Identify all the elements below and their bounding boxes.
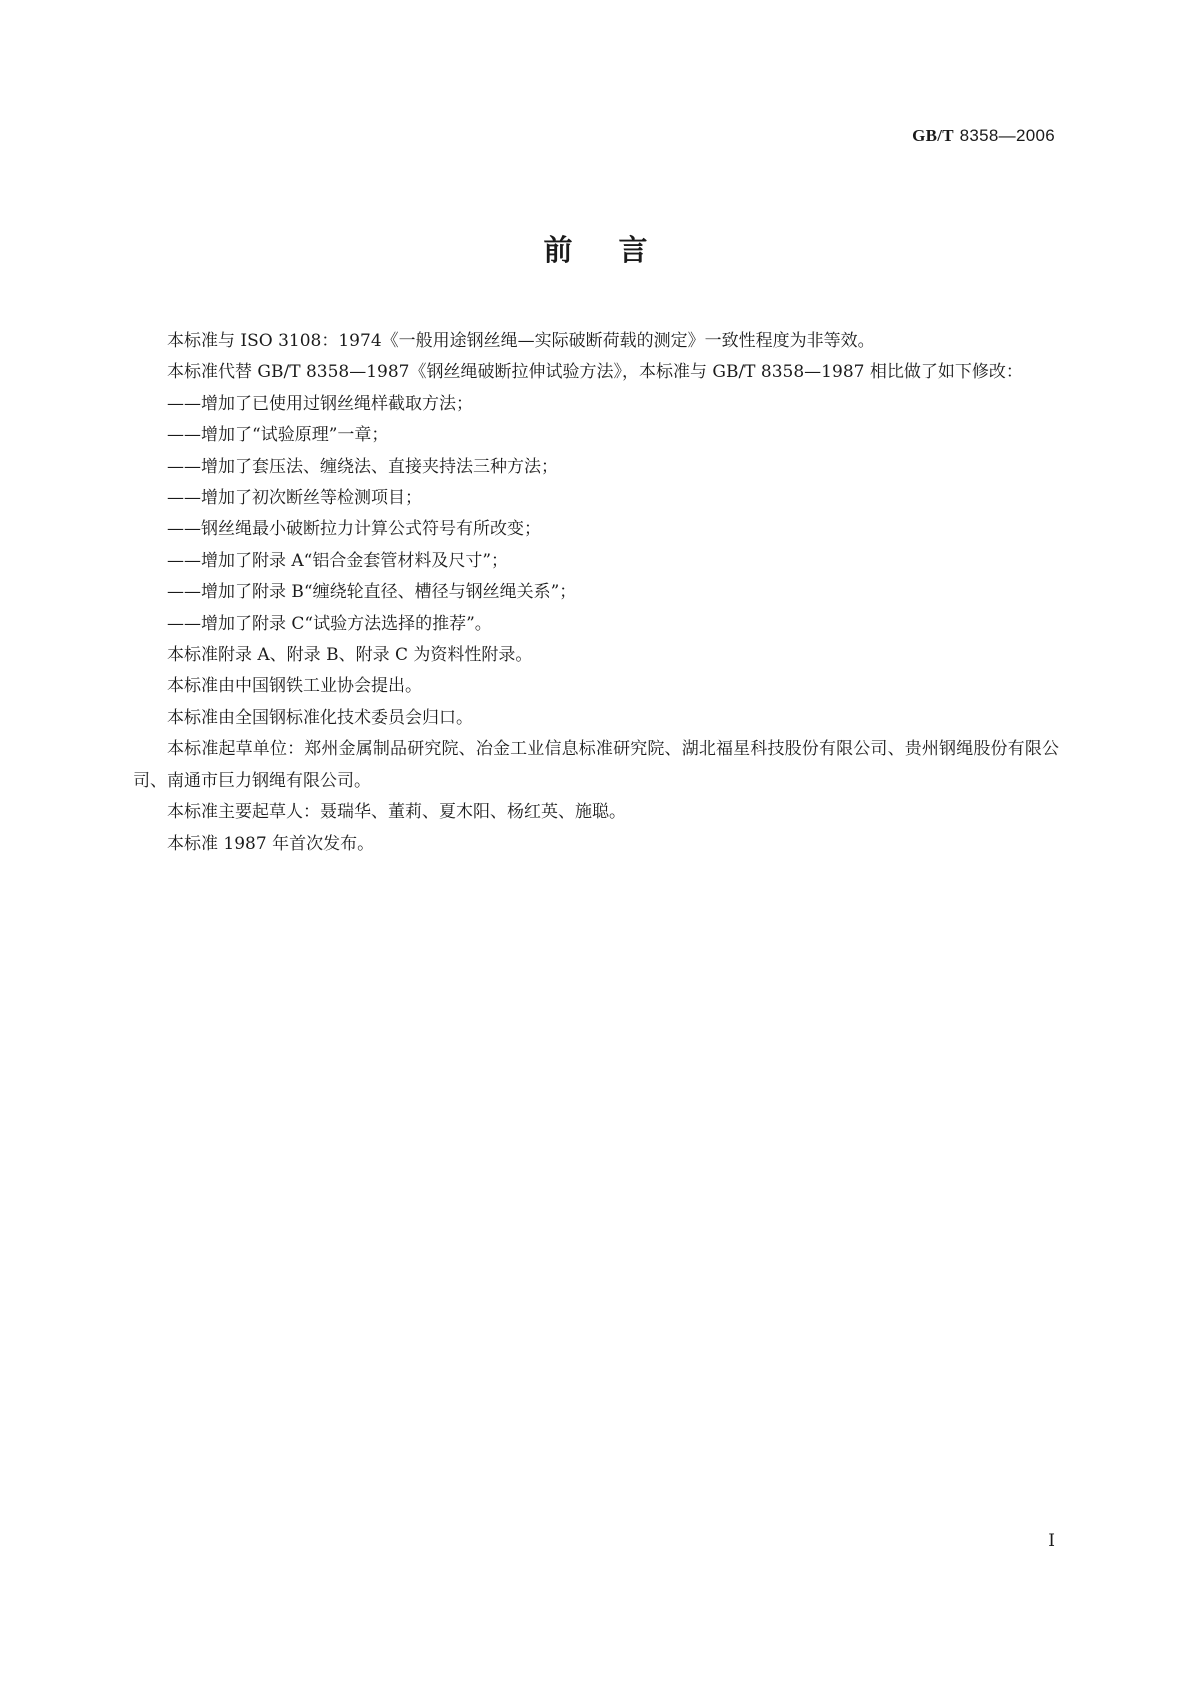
list-item: ——增加了附录 B“缠绕轮直径、槽径与钢丝绳关系”； — [167, 582, 577, 603]
page-title: 前言 — [543, 233, 694, 267]
paragraph-proposer: 本标准由中国钢铁工业协会提出。 — [167, 676, 422, 697]
paragraph-drafters: 本标准主要起草人：聂瑞华、董莉、夏木阳、杨红英、施聪。 — [167, 802, 626, 823]
page-number: I — [1048, 1531, 1055, 1551]
list-item: ——增加了“试验原理”一章； — [167, 425, 389, 446]
standard-code — [912, 126, 1055, 146]
list-item: ——增加了初次断丝等检测项目； — [167, 488, 422, 509]
list-item: ——增加了已使用过钢丝绳样截取方法； — [167, 393, 473, 414]
list-item: ——钢丝绳最小破断拉力计算公式符号有所改变； — [167, 519, 541, 540]
paragraph-committee: 本标准由全国钢标准化技术委员会归口。 — [167, 707, 473, 728]
list-item: ——增加了附录 C“试验方法选择的推荐”。 — [167, 613, 492, 634]
foreword-body — [133, 326, 1059, 860]
paragraph-equivalence: 本标准与 ISO 3108：1974《一般用途钢丝绳—实际破断荷载的测定》一致性程度为非等效。 — [167, 331, 875, 351]
change-list — [133, 389, 1059, 640]
standard-code-prefix: GB/T — [912, 126, 954, 145]
paragraph-appendix: 本标准附录 A、附录 B、附录 C 为资料性附录。 — [167, 645, 533, 666]
list-item: ——增加了套压法、缠绕法、直接夹持法三种方法； — [167, 456, 558, 477]
paragraph-drafting-units: 本标准起草单位：郑州金属制品研究院、冶金工业信息标准研究院、湖北福星科技股份有限公司、贵州钢绳股份有限公司、南通市巨力钢绳有限公司。 — [133, 739, 1059, 791]
list-item: ——增加了附录 A“铝合金套管材料及尺寸”； — [167, 550, 509, 571]
standard-code-number: 8358—2006 — [959, 126, 1055, 145]
paragraph-first-issue: 本标准 1987 年首次发布。 — [167, 833, 375, 854]
paragraph-replacement: 本标准代替 GB/T 8358—1987《钢丝绳破断拉伸试验方法》，本标准与 GB/T 8358—1987 相比做了如下修改： — [167, 362, 1023, 383]
